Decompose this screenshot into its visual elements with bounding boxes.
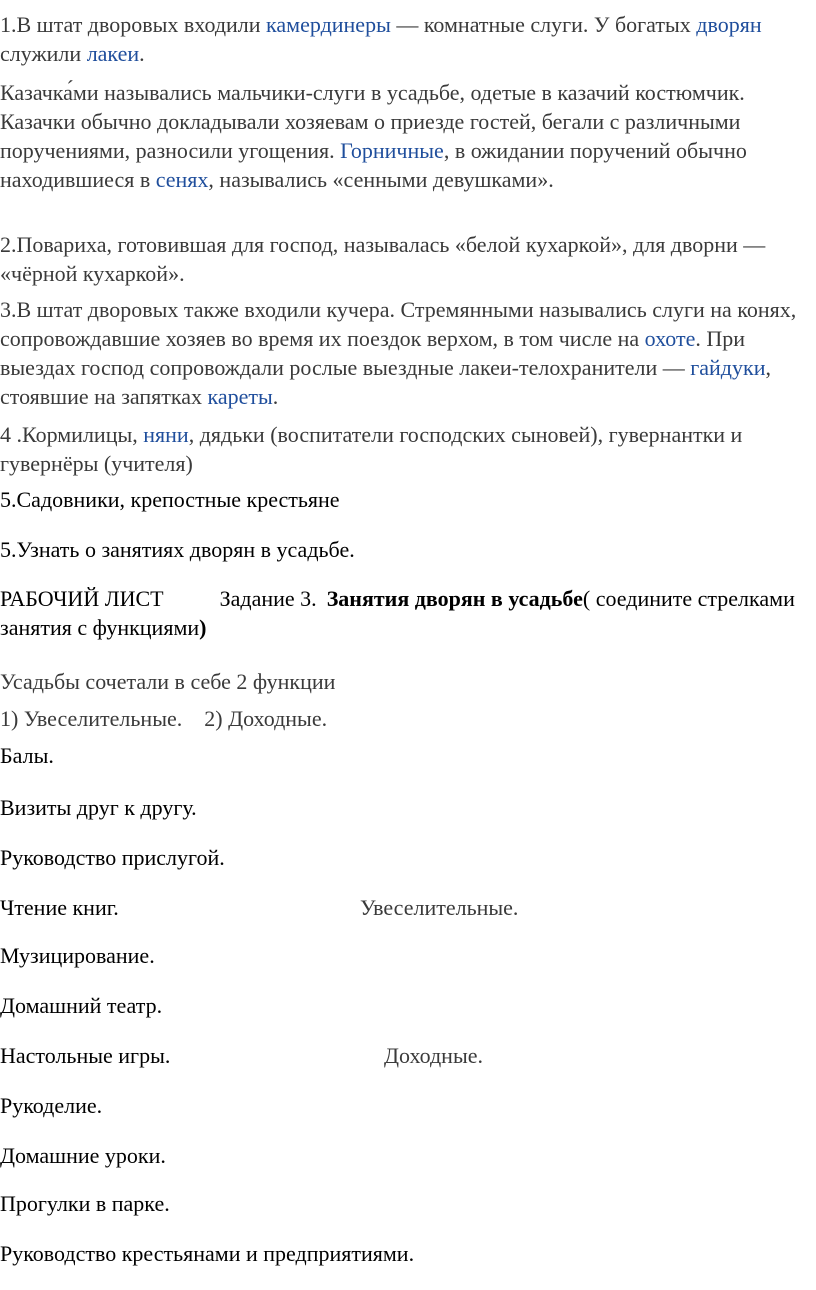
link-nyani[interactable]: няни [143, 422, 189, 447]
link-gaiduki[interactable]: гайдуки [690, 355, 766, 380]
activity-item: Домашний театр. [0, 993, 163, 1018]
link-kamerdinery[interactable]: камердинеры [266, 12, 391, 37]
paragraph-task-5: 5.Узнать о занятиях дворян в усадьбе. [0, 537, 355, 562]
activity-item: Визиты друг к другу. [0, 795, 197, 820]
text: 1.В штат дворовых входили [0, 12, 267, 37]
text: , назывались «сенными девушками». [208, 167, 554, 192]
paragraph-gardeners: 5.Садовники, крепостные крестьяне [0, 487, 340, 512]
activity-item: Руководство прислугой. [0, 845, 225, 870]
text: служили [0, 41, 87, 66]
worksheet-label: РАБОЧИЙ ЛИСТ [0, 586, 164, 611]
activity-item: Прогулки в парке. [0, 1191, 170, 1216]
paragraph-kazachki [0, 78, 816, 194]
text: — комнатные слуги. У богатых [390, 12, 697, 37]
paragraph-staff [0, 10, 816, 68]
functions-list: 1) Увеселительные. 2) Доходные. [0, 706, 328, 731]
activity-item: Музицирование. [0, 943, 155, 968]
activity-item: Рукоделие. [0, 1093, 103, 1118]
link-ohote[interactable]: охоте [644, 326, 696, 351]
text: , стоявшие на запятках [0, 355, 771, 409]
activity-item: Чтение книг. [0, 895, 119, 920]
paragraph-cooks [0, 230, 816, 288]
paragraph-coachmen [0, 295, 816, 411]
task-close-paren: ) [199, 615, 207, 640]
text: Казачка́ми назывались мальчики-слуги в усадьбе, одетые в казачий костюмчик. Казачки обычно докладывали хозяевам о приезде гостей, бегали с различными поручениями, разносили угощения. [0, 80, 745, 163]
function-target-entertainment: Увеселительные. [360, 895, 519, 920]
link-karety[interactable]: кареты [207, 384, 273, 409]
activity-item: Руководство крестьянами и предприятиями. [0, 1241, 415, 1266]
link-senyah[interactable]: сенях [155, 167, 209, 192]
functions-intro: Усадьбы сочетали в себе 2 функции [0, 669, 336, 694]
task-title: Занятия дворян в усадьбе [326, 586, 583, 611]
link-gornichnye[interactable]: Горничные [340, 138, 444, 163]
text: . При выездах господ сопровождали рослые выездные лакеи-телохранители — [0, 326, 745, 380]
activity-item: Настольные игры. [0, 1043, 171, 1068]
text: , в ожидании поручений обычно находившиеся в [0, 138, 747, 192]
function-target-income: Доходные. [384, 1043, 483, 1068]
activity-item: Домашние уроки. [0, 1143, 166, 1168]
text: 2.Повариха, готовившая для господ, называлась «белой кухаркой», для дворни — «чёрной кухаркой». [0, 232, 766, 286]
task-number: Задание 3. [219, 586, 317, 611]
link-dvoryan[interactable]: дворян [696, 12, 762, 37]
activity-item: Балы. [0, 743, 54, 768]
text: . [272, 384, 279, 409]
text: 4 .Кормилицы, [0, 422, 144, 447]
link-lakei[interactable]: лакеи [86, 41, 140, 66]
paragraph-nannies [0, 420, 816, 478]
text: 3.В штат дворовых также входили кучера. Стремянными назывались слуги на конях, сопровождавшие хозяев во время их поездок верхом, в том числе на [0, 297, 797, 351]
text: , дядьки (воспитатели господских сыновей), гувернантки и гувернёры (учителя) [0, 422, 743, 476]
text: . [139, 41, 145, 66]
task-instruction: ( соедините стрелками занятия с функциями [0, 586, 795, 640]
worksheet-heading [0, 584, 816, 642]
